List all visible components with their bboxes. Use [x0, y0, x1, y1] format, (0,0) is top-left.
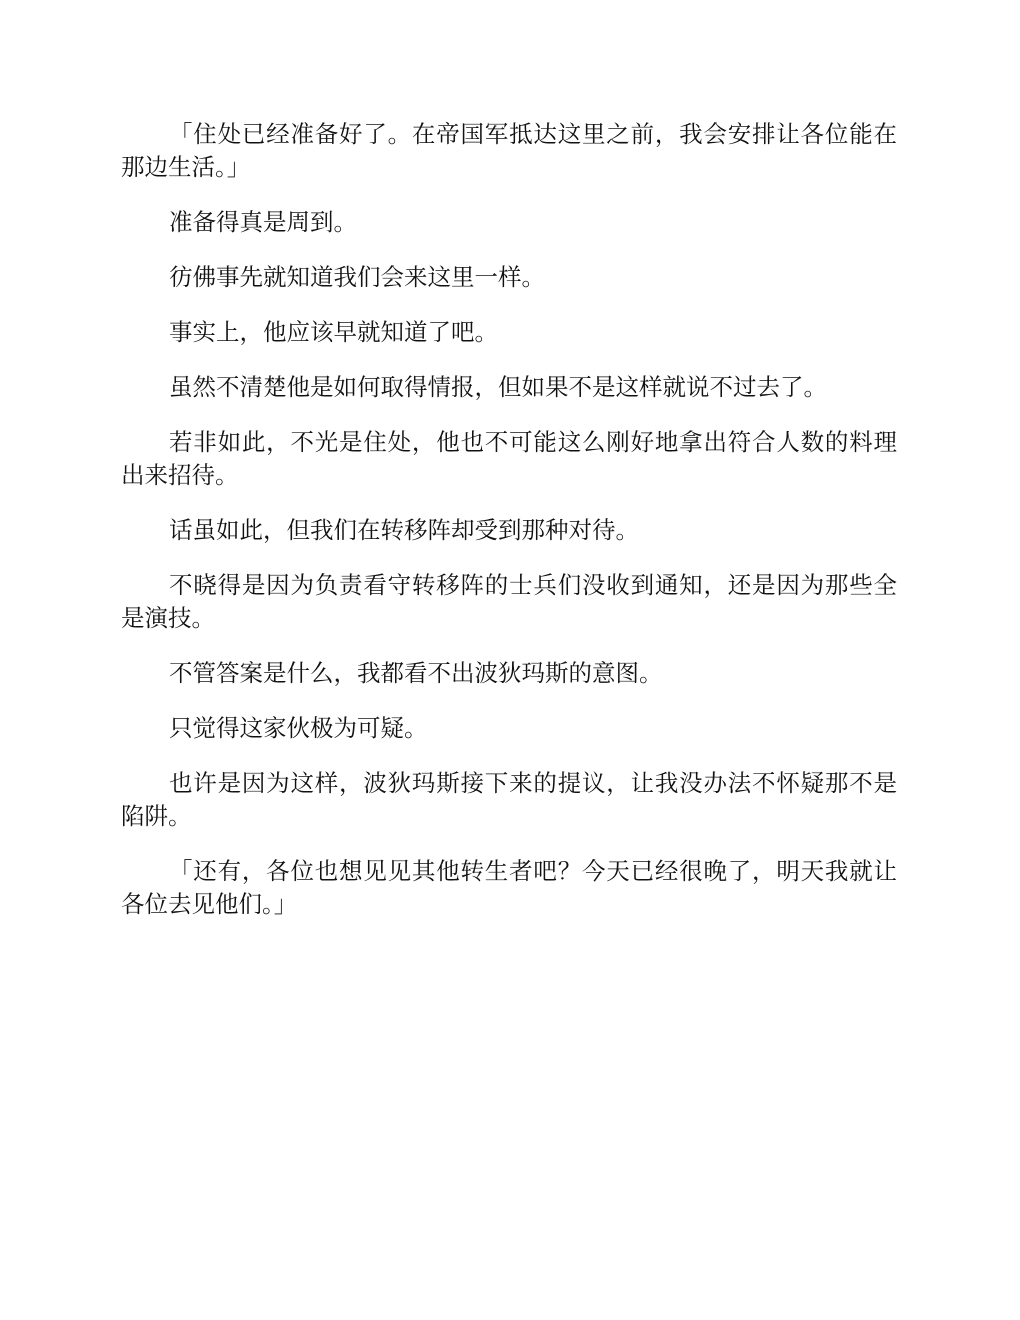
paragraph: 不晓得是因为负责看守转移阵的士兵们没收到通知，还是因为那些全是演技。: [121, 571, 897, 632]
paragraph: 话虽如此，但我们在转移阵却受到那种对待。: [169, 516, 639, 544]
paragraph: 准备得真是周到。: [169, 208, 357, 236]
paragraph: 若非如此，不光是住处，他也不可能这么刚好地拿出符合人数的料理出来招待。: [121, 428, 897, 489]
document-body: [121, 118, 897, 943]
paragraph: 只觉得这家伙极为可疑。: [169, 714, 428, 742]
paragraph: 「还有，各位也想见见其他转生者吧？今天已经很晚了，明天我就让各位去见他们。」: [121, 857, 897, 918]
paragraph: 不管答案是什么，我都看不出波狄玛斯的意图。: [169, 659, 663, 687]
paragraph: 彷佛事先就知道我们会来这里一样。: [169, 263, 545, 291]
paragraph: 虽然不清楚他是如何取得情报，但如果不是这样就说不过去了。: [169, 373, 827, 401]
paragraph: 「住处已经准备好了。在帝国军抵达这里之前，我会安排让各位能在那边生活。」: [121, 120, 897, 181]
paragraph: 也许是因为这样，波狄玛斯接下来的提议，让我没办法不怀疑那不是陷阱。: [121, 769, 897, 830]
paragraph: 事实上，他应该早就知道了吧。: [169, 318, 498, 346]
